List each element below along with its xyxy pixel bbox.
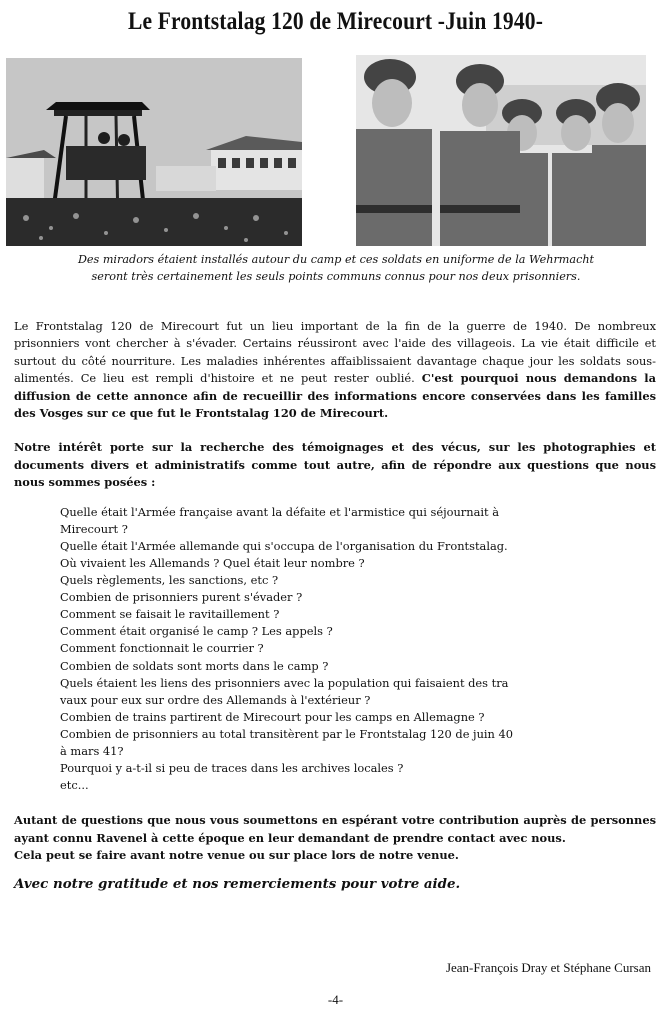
list-item: Quelle était l'Armée française avant la défaite et l'armistice qui séjournait à [60, 504, 500, 519]
caption-line-2: seront très certainement les seuls points communs connus pour nos deux prisonniers. [91, 270, 581, 283]
list-item: Combien de soldats sont morts dans le camp ? [60, 658, 329, 673]
list-item: Comment était organisé le camp ? Les appels ? [60, 624, 333, 639]
intro-paragraph [14, 318, 656, 422]
list-item: etc... [60, 778, 89, 793]
closing-line-2: Cela peut se faire avant notre venue ou sur place lors de notre venue. [14, 848, 459, 863]
list-item: Combien de trains partirent de Mirecourt pour les camps en Allemagne ? [60, 709, 485, 724]
list-item: Pourquoi y a-t-il si peu de traces dans les archives locales ? [60, 761, 404, 776]
article-body [14, 318, 656, 894]
list-item: Quels règlements, les sanctions, etc ? [60, 573, 279, 588]
page-title: Le Frontstalag 120 de Mirecourt -Juin 1940- [127, 8, 544, 35]
gratitude-line: Avec notre gratitude et nos remerciements pour votre aide. [14, 876, 461, 893]
list-item: vaux pour eux sur ordre des Allemands à l'extérieur ? [60, 692, 371, 707]
list-item: à mars 41? [60, 743, 124, 758]
closing-paragraph [14, 812, 656, 864]
list-item: Quelle était l'Armée allemande qui s'occupa de l'organisation du Frontstalag. [60, 538, 508, 553]
signature: Jean-François Dray et Stéphane Cursan [445, 960, 651, 975]
photo-caption [6, 251, 666, 285]
list-item: Mirecourt ? [60, 521, 128, 536]
interest-paragraph: Notre intérêt porte sur la recherche des témoignages et des vécus, sur les photographies et documents divers et administratifs comme tout autre, afin de répondre aux questions que nous nous sommes posées : [14, 440, 656, 490]
soldiers-photo [356, 55, 646, 246]
list-item: Combien de prisonniers au total transitèrent par le Frontstalag 120 de juin 40 [60, 726, 514, 741]
questions-list [60, 504, 640, 795]
list-item: Où vivaient les Allemands ? Quel était leur nombre ? [60, 555, 365, 570]
intro-bold-text: C'est pourquoi nous demandons la diffusion de cette annonce afin de recueillir des informations encore conservées dans les familles des Vosges sur ce que fut le Frontstalag 120 de Mirecourt. [14, 371, 657, 421]
list-item: Comment se faisait le ravitaillement ? [60, 607, 280, 622]
intro-text: Le Frontstalag 120 de Mirecourt fut un lieu important de la fin de la guerre de 1940. De nombreux prisonniers vont chercher à s'évader. Certains réussiront avec l'aide des villageois. La vie était difficile et surtout du côté nourriture. Les maladies inhérentes affaiblissaient davantage chaque jour les soldats sous-alimentés. Ce lieu est rempli d'histoire et ne peut rester oublié. [14, 319, 656, 386]
watchtower-photo [6, 58, 302, 246]
caption-line-1: Des miradors étaient installés autour du camp et ces soldats en uniforme de la Wehrmacht [77, 253, 595, 266]
soldiers-illustration [356, 55, 646, 246]
list-item: Comment fonctionnait le courrier ? [60, 641, 264, 656]
list-item: Quels étaient les liens des prisonniers avec la population qui faisaient des tra [60, 675, 509, 690]
watchtower-illustration [6, 58, 302, 246]
list-item: Combien de prisonniers purent s'évader ? [60, 590, 303, 605]
closing-line-1: Autant de questions que nous vous soumettons en espérant votre contribution auprès de personnes ayant connu Ravenel à cette époque en leur demandant de prendre contact avec nous. [14, 813, 656, 845]
page-number: -4- [327, 992, 344, 1007]
